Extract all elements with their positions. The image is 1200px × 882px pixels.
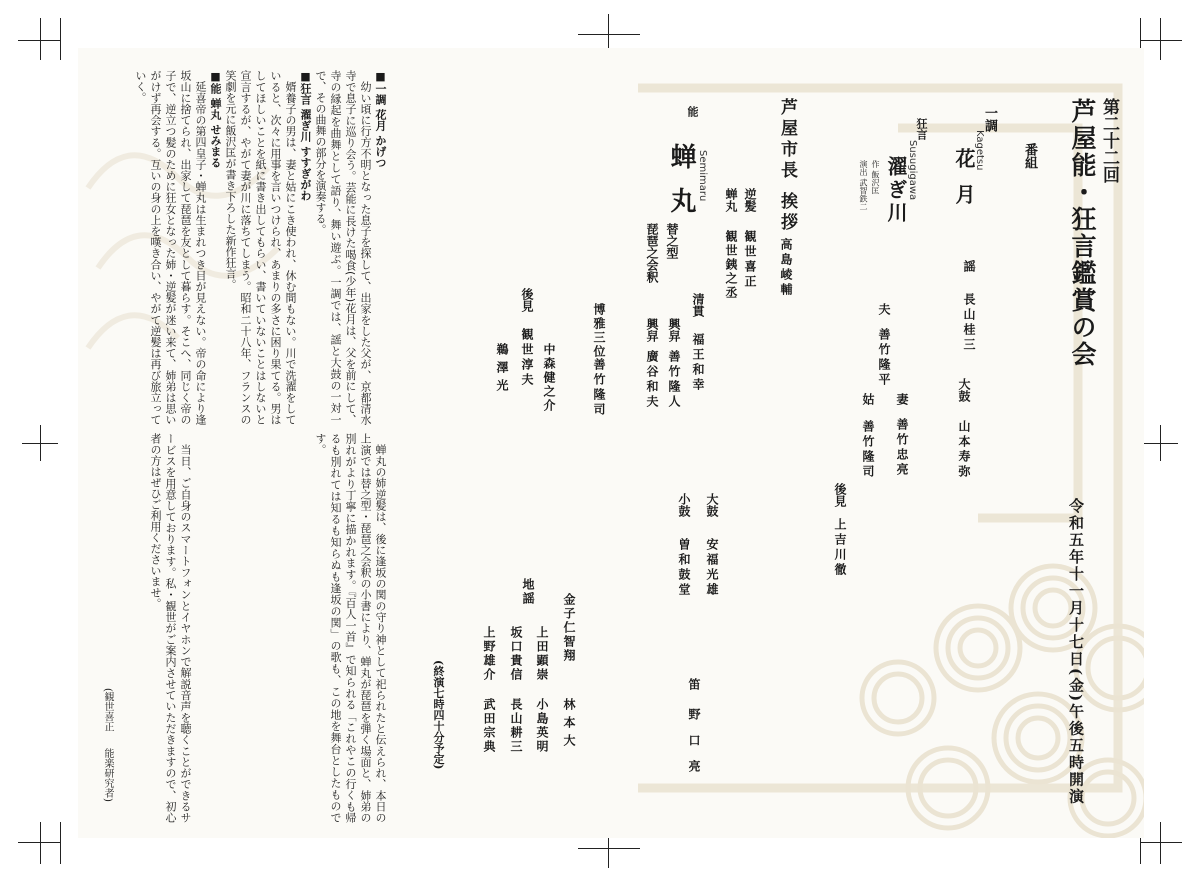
item3-title: 蝉丸: [666, 143, 696, 231]
item1-role-otsuzumi: 大鼓: [957, 378, 971, 402]
item1-title: 花月: [952, 148, 976, 220]
jiutai-name-4: 小島英明: [535, 698, 549, 754]
crop-mark: [22, 443, 58, 444]
end-time-note: (終演七時四十分予定): [432, 660, 445, 770]
koken-name1: 観世淳夫: [520, 328, 534, 388]
item3-kogaki1: 替之型: [665, 223, 679, 259]
musician-name-otsuzumi: 安福光雄: [705, 538, 719, 598]
crop-mark: [60, 822, 61, 864]
item2-role-koken: 後見: [833, 483, 847, 507]
item3-name-koshikaki1: 善竹隆人: [667, 350, 681, 410]
item3-label: 能: [686, 106, 699, 117]
item2-credit-author: 作 飯沢匡: [871, 160, 880, 195]
greeting-name: 高島崚輔: [779, 238, 793, 298]
item1-label: 一調: [982, 106, 997, 132]
item3-role-semimaru: 蝉丸: [724, 188, 738, 212]
note-heading-susugigawa: ■狂言 濯ぎ川 すすぎがわ: [299, 70, 312, 201]
item3-name-hakuga: 善竹隆司: [592, 358, 606, 418]
item1-name-utai: 長山桂三: [962, 293, 976, 353]
item3-role-kiyotsura: 清貫: [691, 293, 705, 317]
koken-label: 後見: [520, 288, 534, 312]
item2-role-otto: 夫: [877, 303, 891, 315]
item3-kogaki2: 琵琶之会釈: [645, 223, 659, 283]
crop-mark: [1142, 443, 1178, 444]
item3-name-koshikaki2: 廣谷和夫: [645, 350, 659, 410]
item2-title: 濯ぎ川: [884, 156, 908, 225]
jiutai-name-1: 金子仁智翔: [562, 593, 576, 663]
notes-upper: [88, 70, 388, 425]
note-body-semimaru: 延喜帝の第四皇子・蝉丸は生まれつき目が見えない。帝の命により逢坂山に捨てられ、出家して琵琶を友として暮らす。そこへ、同じく帝の子で、逆立つ髪のために狂女となった姉・逆髪が迷い来て、姉弟は思いがけず再会する。互いの身の上を嘆き合い、やがて逆髪は再び旅立っていく。: [134, 70, 207, 425]
item2-role-shuto: 姑: [861, 393, 875, 405]
crop-mark: [40, 18, 41, 60]
program-sheet: [78, 48, 1144, 838]
note-credit-a: (観世喜正: [102, 688, 113, 732]
note-heading-kagetsu: ■一調 花月 かげつ: [374, 70, 387, 168]
note-body-kagetsu: 幼い頃に行方不明となった息子を探して、出家をした父が、京都清水寺で息子に巡り会う。芸能に長けた喝食(少年)花月は、父を前にして、寺の縁起を曲舞として語り、舞い遊ぶ。一調では、謡と大鼓の一対一で、その曲舞の部分を演奏する。: [314, 70, 372, 425]
musician-name-kotsuzumi: 曽和鼓堂: [677, 538, 691, 598]
crop-mark: [60, 18, 61, 60]
notes-lower-right: [198, 433, 388, 823]
notes-lower-left: [118, 433, 193, 823]
item2-name-shuto: 善竹隆司: [861, 420, 875, 480]
jiutai-label: 地謡: [521, 578, 535, 606]
item3-name-kiyotsura: 福王和幸: [691, 333, 705, 393]
series-number: 第二十二回: [1099, 98, 1119, 183]
greeting-title: 芦屋市長 挨拶: [777, 98, 797, 234]
item3-name-semimaru: 観世銕之丞: [724, 230, 738, 300]
jiutai-name-8: 武田宗典: [482, 698, 496, 754]
item3-role-koshikaki1: 興舁: [667, 318, 681, 342]
crop-mark: [578, 848, 640, 849]
item3-role-hakuga: 博雅三位: [592, 303, 606, 359]
item2-credit-director: 演出 武智鉄二: [859, 160, 868, 211]
crop-mark: [40, 822, 41, 864]
note-credit-b: 能楽研究者): [102, 748, 113, 802]
crop-mark: [578, 34, 640, 35]
jiutai-name-7: 上野雄介: [482, 626, 496, 682]
musician-role-fue: 笛: [687, 678, 701, 690]
item1-name-otsuzumi: 山本寿弥: [957, 420, 971, 480]
item2-label: 狂言: [915, 118, 928, 140]
note-heading-semimaru: ■能 蝉丸 せみまる: [209, 70, 222, 168]
item3-role-sakagami: 逆髪: [743, 188, 757, 212]
item1-ruby: Kagetsu: [974, 130, 985, 171]
date: 令和五年十一月十七日(金)午後五時開演: [1067, 498, 1085, 806]
bangumi-label: 番組: [1022, 143, 1037, 169]
item2-ruby: Susugigawa: [907, 140, 918, 201]
crop-mark: [1140, 40, 1182, 41]
item2-name-koken: 上吉川徹: [833, 518, 847, 578]
page-title: 芦屋能・狂言鑑賞の会: [1068, 98, 1097, 368]
item3-ruby: Semimaru: [697, 150, 708, 202]
item2-name-tsuma: 善竹忠亮: [895, 418, 909, 478]
note-body-audio-guide: 当日、ご自身のスマートフォンとイヤホンで解説音声を聴くことができるサービスを用意しております。私・観世がご案内させていただきますので、初心者の方はぜひご利用くださいませ。: [149, 433, 192, 823]
crop-mark: [18, 842, 60, 843]
jiutai-name-6: 長山耕三: [509, 698, 523, 754]
note-body-semimaru-2: 蝉丸の姉逆髪は、後に逢坂の関の守り神として祀られたと伝えられ、本日の上演では替之型・琵琶之会釈の小書により、蝉丸が琵琶を弾く場面と、姉弟の別れがより丁寧に描かれます。『百人一首』で知られる「これやこの行くも帰るも別れては知るも知らぬも逢坂の関」の歌も、この地を舞台としたものです。: [314, 433, 387, 823]
item3-name-sakagami: 観世喜正: [743, 230, 757, 290]
musician-name-fue: 野口亮: [687, 708, 701, 786]
jiutai-name-3: 上田顕崇: [535, 626, 549, 682]
item3-role-koshikaki2: 興舁: [645, 318, 659, 342]
crop-mark: [18, 40, 60, 41]
koken-name3: 鵜澤光: [495, 343, 509, 397]
musician-role-kotsuzumi: 小鼓: [677, 493, 691, 517]
koken-name2: 中森健之介: [542, 343, 556, 413]
jiutai-name-2: 林本大: [562, 698, 576, 752]
musician-role-otsuzumi: 大鼓: [705, 493, 719, 517]
crop-mark: [1140, 842, 1182, 843]
jiutai-name-5: 坂口貴信: [509, 626, 523, 682]
item1-role-utai: 謡: [962, 260, 976, 272]
crop-mark: [1160, 822, 1161, 864]
item2-role-tsuma: 妻: [895, 393, 909, 405]
crop-mark: [1160, 18, 1161, 60]
item2-name-otto: 善竹隆平: [877, 328, 891, 388]
note-body-susugigawa: 婿養子の男は、妻と姑にこき使われ、休む間もない。川で洗濯をしていると、次々に用事を言いつけられ、あまりの多さに困り果てる。男はしてほしいことを紙に書き出してもらい、書いていないことはしないと宣言するが、やがて妻が川に落ちてしまう。昭和二十八年、フランスの笑劇を元に飯沢匡が書き下ろした新作狂言。: [224, 70, 297, 425]
